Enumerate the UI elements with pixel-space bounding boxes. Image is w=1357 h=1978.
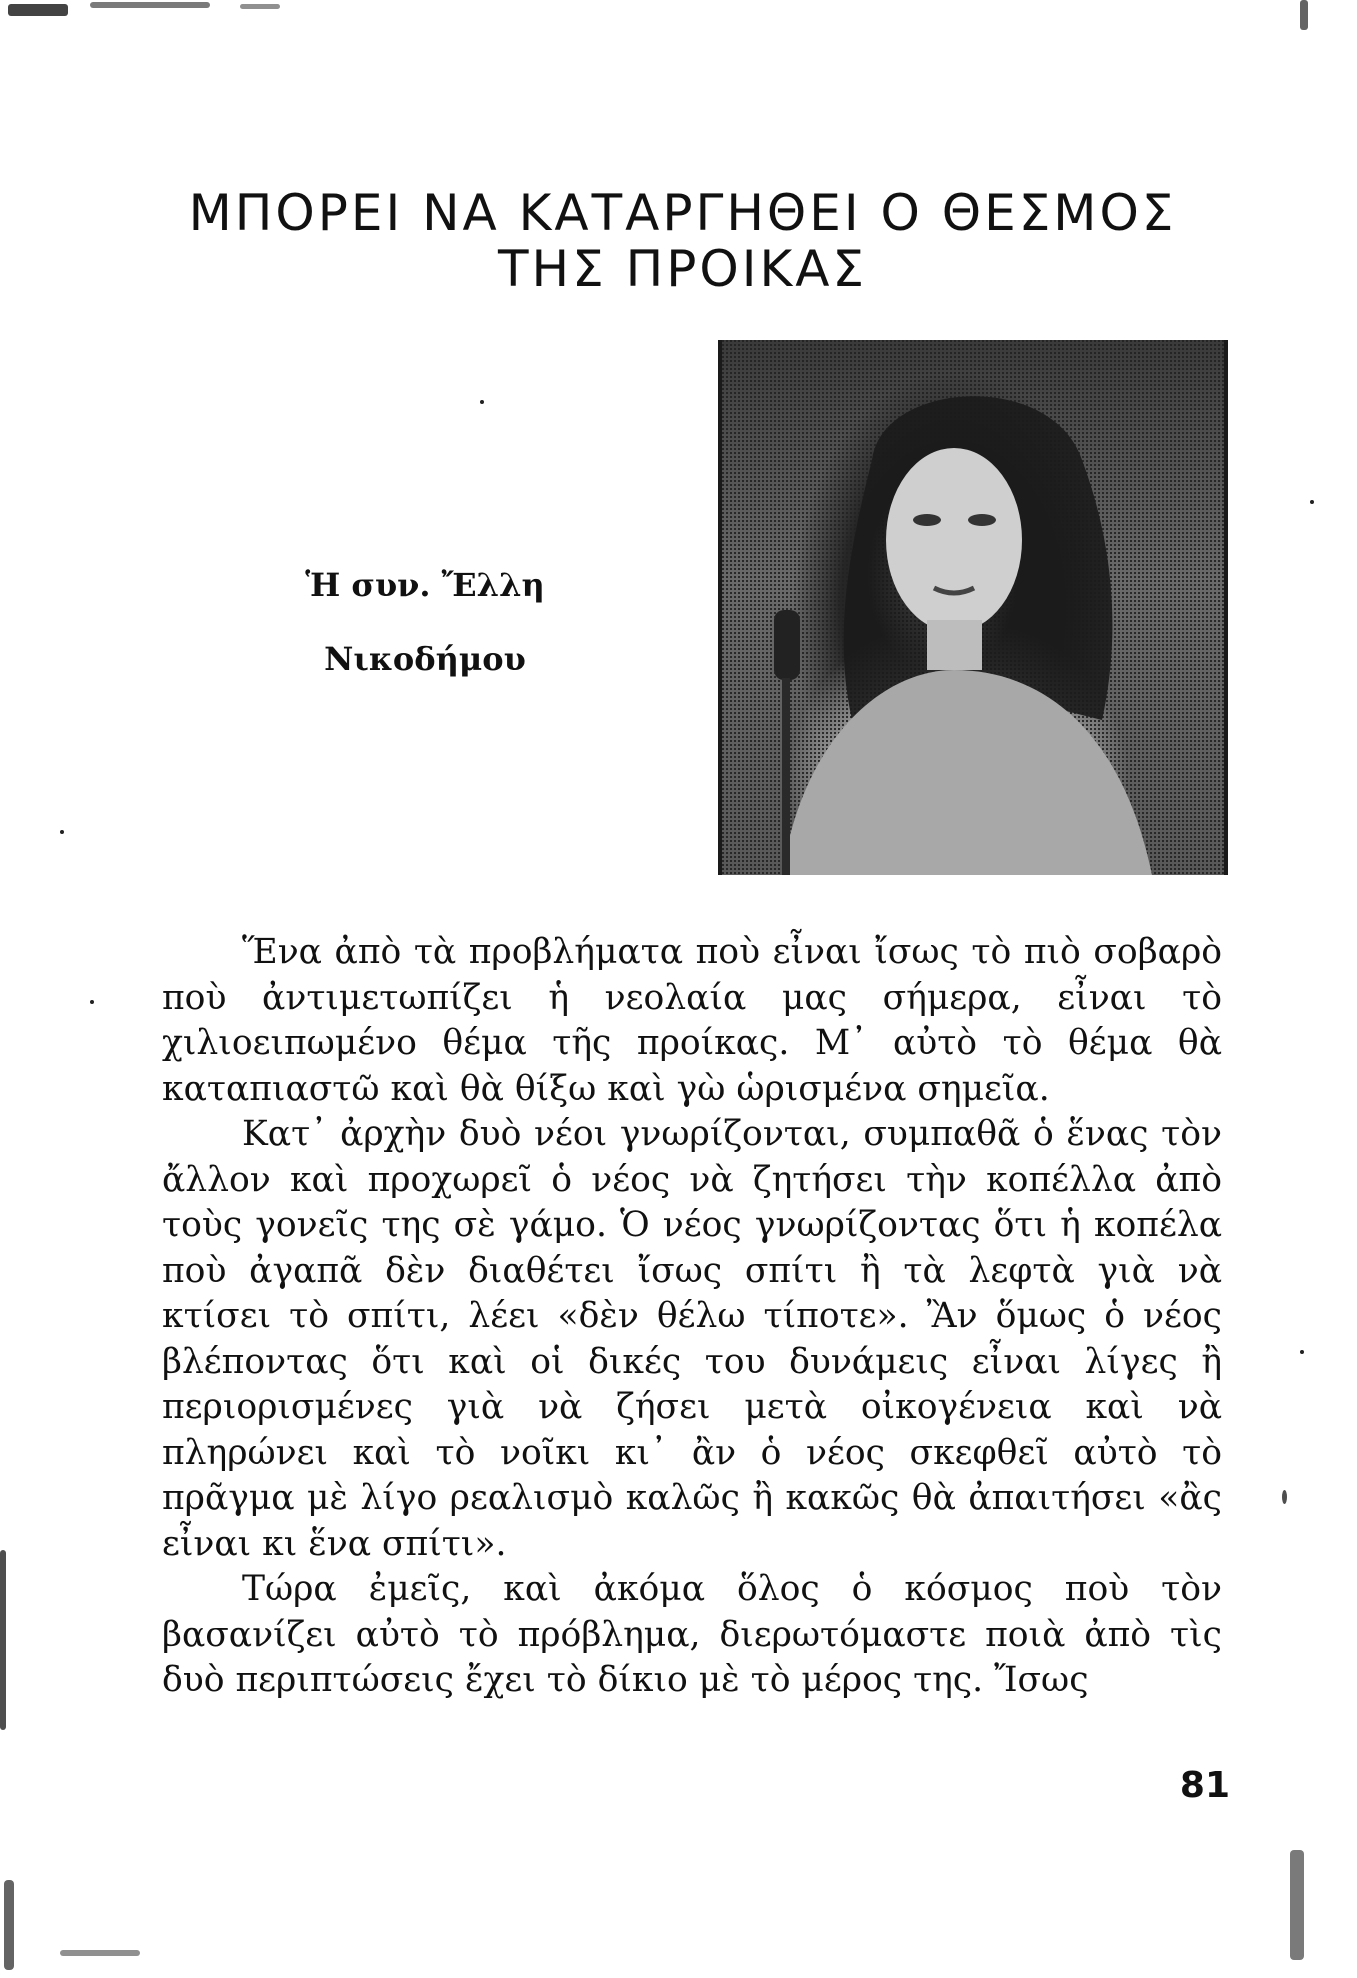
scan-speck — [1300, 0, 1308, 30]
scan-speck — [90, 2, 210, 8]
portrait-figure — [722, 340, 1224, 875]
title-line-2: ΤΗΣ ΠΡΟΙΚΑΣ — [497, 240, 868, 298]
caption-line-1: Ἡ συν. Ἔλλη — [305, 566, 545, 604]
article-body — [162, 930, 1222, 1704]
paragraph: Τώρα ἐμεῖς, καὶ ἀκόμα ὅλος ὁ κόσμος ποὺ τὸν βασανίζει αὐτὸ τὸ πρόβλημα, διερωτόμαστε ποιὰ ἀπὸ τὶς δυὸ περιπτώσεις ἔχει τὸ δίκιο μὲ τὸ μέρος της. Ἴσως — [162, 1569, 1222, 1700]
scan-speck — [1310, 500, 1314, 504]
scan-speck — [1282, 1490, 1287, 1504]
scan-speck — [60, 1950, 140, 1956]
paragraph: Ἕνα ἀπὸ τὰ προβλήματα ποὺ εἶναι ἴσως τὸ πιὸ σοβαρὸ ποὺ ἀντιμετωπίζει ἡ νεολαία μας σήμερα, εἶναι τὸ χιλιοειπωμένο θέμα τῆς προίκας. Μ᾿ αὐτὸ τὸ θέμα θὰ καταπιαστῶ καὶ θὰ θίξω καὶ γὼ ὡρισμένα σημεῖα. — [162, 932, 1222, 1109]
page-number: 81 — [1179, 1765, 1230, 1806]
title-line-1: ΜΠΟΡΕΙ ΝΑ ΚΑΤΑΡΓΗΘΕΙ Ο ΘΕΣΜΟΣ — [188, 184, 1177, 242]
photo-caption — [240, 548, 610, 696]
scan-speck — [8, 4, 68, 16]
scan-speck — [90, 1000, 94, 1004]
caption-line-2: Νικοδήμου — [324, 640, 526, 678]
article-title — [140, 185, 1225, 297]
scan-speck — [240, 4, 280, 9]
paragraph: Κατ᾿ ἀρχὴν δυὸ νέοι γνωρίζονται, συμπαθᾶ ὁ ἕνας τὸν ἄλλον καὶ προχωρεῖ ὁ νέος νὰ ζητήσει τὴν κοπέλλα ἀπὸ τοὺς γονεῖς της σὲ γάμο. Ὁ νέος γνωρίζοντας ὅτι ἡ κοπέλα ποὺ ἀγαπᾶ δὲν διαθέτει ἴσως σπίτι ἢ τὰ λεφτὰ γιὰ νὰ κτίσει τὸ σπίτι, λέει «δὲν θέλω τίποτε». Ἂν ὅμως ὁ νέος βλέποντας ὅτι καὶ οἱ δικές του δυνάμεις εἶναι λίγες ἢ περιορισμένες γιὰ νὰ ζήσει μετὰ οἰκογένεια καὶ νὰ πληρώνει καὶ τὸ νοῖκι κι᾿ ἂν ὁ νέος σκεφθεῖ αὐτὸ τὸ πρᾶγμα μὲ λίγο ρεαλισμὸ καλῶς ἢ κακῶς θὰ ἀπαιτήσει «ἂς εἶναι κι ἕνα σπίτι». — [162, 1114, 1222, 1564]
scan-speck — [60, 830, 64, 834]
scan-speck — [4, 1880, 14, 1970]
scan-speck — [480, 400, 484, 404]
portrait-photo — [718, 340, 1228, 875]
scan-speck — [0, 1550, 6, 1730]
scan-speck — [1300, 1350, 1304, 1354]
scan-speck — [1290, 1850, 1304, 1960]
